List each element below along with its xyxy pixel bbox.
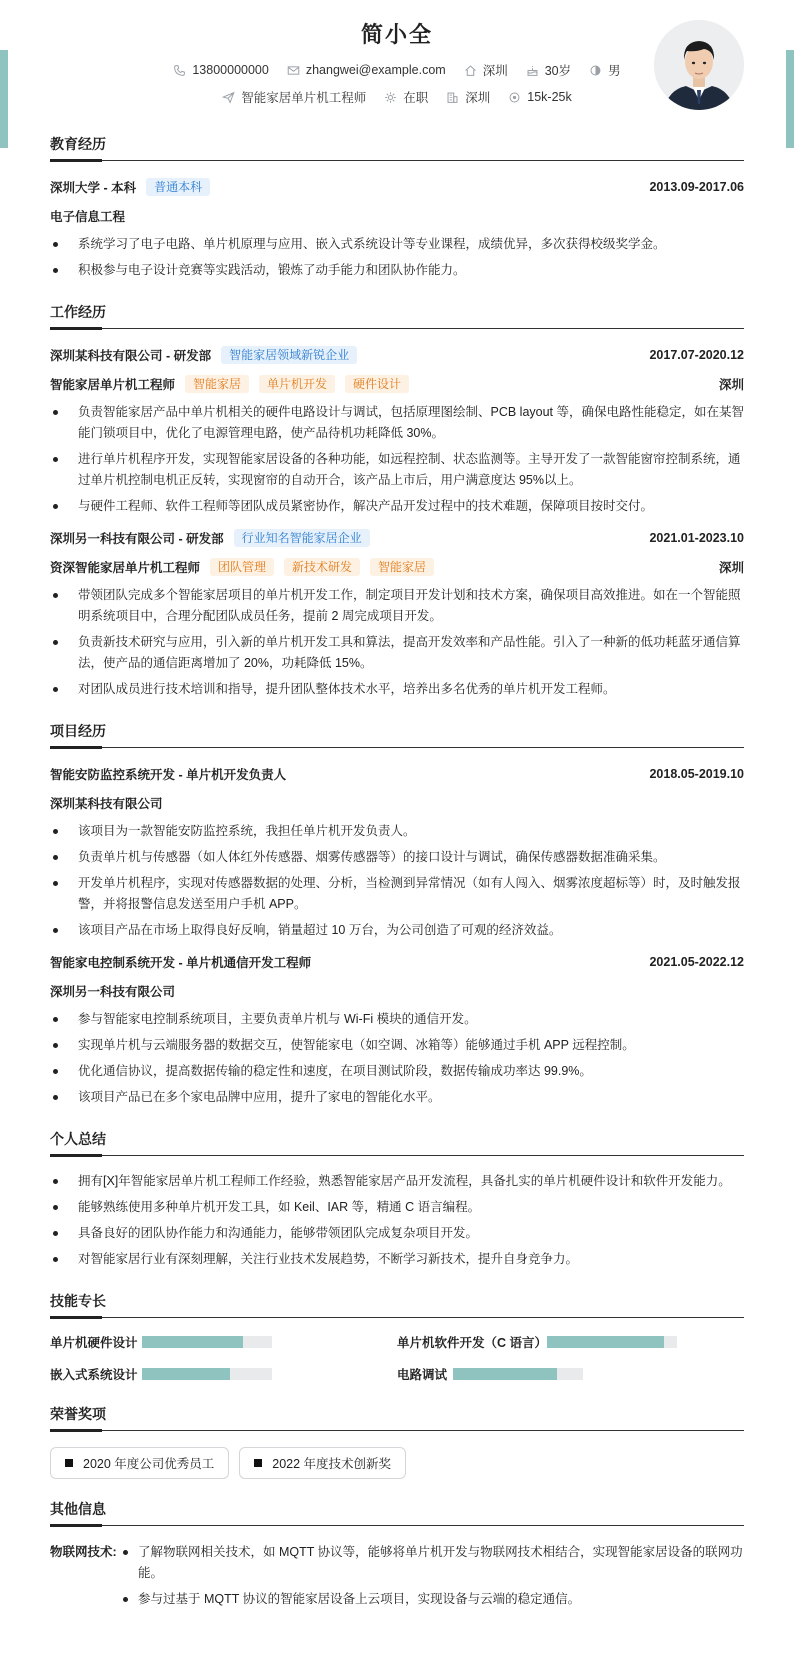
project-section [50, 721, 744, 1108]
phone-icon [173, 64, 186, 77]
city-info [464, 61, 508, 79]
other-label: 物联网技术: [50, 1545, 117, 1559]
candidate-name: 简小全 [360, 22, 433, 47]
status-info [384, 88, 428, 106]
list-item: 拥有[X]年智能家居单片机工程师工作经验，熟悉智能家居产品开发流程，具备扎实的单片机硬件设计和软件开发能力。 [50, 1171, 744, 1192]
list-item: 对智能家居行业有深刻理解，关注行业技术发展趋势，不断学习新技术，提升自身竞争力。 [50, 1249, 744, 1270]
mail-icon [287, 64, 300, 77]
other-bullets [120, 1542, 744, 1615]
position-text: 智能家居单片机工程师 [241, 91, 367, 105]
other-section [50, 1499, 744, 1615]
salary-info [508, 88, 571, 106]
skill-level-fill [142, 1336, 243, 1348]
education-title: 教育经历 [50, 134, 744, 161]
skill-level-fill [547, 1336, 664, 1348]
list-item: 具备良好的团队协作能力和沟通能力，能够带领团队完成复杂项目开发。 [50, 1223, 744, 1244]
education-section [50, 134, 744, 281]
list-item: 该项目产品已在多个家电品牌中应用，提升了家电的智能化水平。 [50, 1087, 744, 1108]
city-text: 深圳 [482, 64, 508, 78]
work-section [50, 302, 744, 700]
gender-icon [589, 64, 602, 77]
list-item: 开发单片机程序，实现对传感器数据的处理、分析，当检测到异常情况（如有人闯入、烟雾浓度超标等）时，及时触发报警，并将报警信息发送至用户手机 APP。 [50, 873, 744, 915]
project-name: 智能安防监控系统开发 - 单片机开发负责人 [50, 768, 287, 782]
award-item [50, 1447, 229, 1479]
list-item: 能够熟练使用多种单片机开发工具，如 Keil、IAR 等，精通 C 语言编程。 [50, 1197, 744, 1218]
cake-icon [526, 64, 539, 77]
skill-item [50, 1332, 397, 1352]
send-icon [222, 91, 235, 104]
list-item: 系统学习了电子电路、单片机原理与应用、嵌入式系统设计等专业课程，成绩优异，多次获得校级奖学金。 [50, 234, 744, 255]
project-name: 智能家电控制系统开发 - 单片机通信开发工程师 [50, 956, 312, 970]
skill-name: 单片机硬件设计 [50, 1336, 138, 1350]
project-company: 深圳某科技有限公司 [50, 797, 163, 811]
skill-level-bar [142, 1368, 272, 1380]
building-icon [446, 91, 459, 104]
school-name: 深圳大学 - 本科 [50, 181, 137, 195]
skill-level-fill [453, 1368, 557, 1380]
salary-text: 15k-25k [527, 90, 572, 104]
list-item: 带领团队完成多个智能家居项目的单片机开发工作，制定项目开发计划和技术方案，确保项目高效推进。如在一个智能照明系统项目中，合理分配团队成员任务，提前 2 周完成项目开发。 [50, 585, 744, 627]
gender-text: 男 [608, 64, 621, 78]
project-bullets [50, 821, 744, 941]
phone-info [173, 61, 268, 79]
skill-name: 电路调试 [397, 1368, 448, 1382]
home-icon [464, 64, 477, 77]
skill-level-bar [547, 1336, 677, 1348]
award-item [239, 1447, 406, 1479]
summary-title: 个人总结 [50, 1129, 744, 1156]
summary-section [50, 1129, 744, 1270]
avatar-photo [654, 20, 744, 110]
age-text: 30岁 [544, 64, 572, 78]
list-item: 积极参与电子设计竞赛等实践活动，锻炼了动手能力和团队协作能力。 [50, 260, 744, 281]
project-date: 2018.05-2019.10 [649, 767, 744, 781]
project-company-row [50, 982, 744, 1000]
skills-section [50, 1291, 744, 1384]
skill-name: 单片机软件开发（C 语言） [397, 1336, 548, 1350]
list-item: 负责智能家居产品中单片机相关的硬件电路设计与调试，包括原理图绘制、PCB layout 等，确保电路性能稳定，如在某智能门锁项目中，优化了电源管理电路，使产品待机功耗降低 30%。 [50, 402, 744, 444]
project-entry-head [50, 765, 744, 783]
skill-tag: 硬件设计 [345, 375, 409, 393]
resume-body [50, 132, 744, 1615]
list-item: 该项目为一款智能安防监控系统，我担任单片机开发负责人。 [50, 821, 744, 842]
list-item: 实现单片机与云端服务器的数据交互，使智能家电（如空调、冰箱等）能够通过手机 APP 远程控制。 [50, 1035, 744, 1056]
work-bullets [50, 402, 744, 517]
skill-level-bar [453, 1368, 583, 1380]
square-bullet-icon [254, 1459, 262, 1467]
work-location: 深圳 [718, 378, 744, 392]
work-city-text: 深圳 [465, 91, 491, 105]
work-city-info [446, 88, 490, 106]
work-bullets [50, 585, 744, 700]
list-item: 对团队成员进行技术培训和指导，提升团队整体技术水平，培养出多名优秀的单片机开发工程师。 [50, 679, 744, 700]
list-item: 与硬件工程师、软件工程师等团队成员紧密协作，解决产品开发过程中的技术难题，保障项目按时交付。 [50, 496, 744, 517]
other-title: 其他信息 [50, 1499, 744, 1526]
work-location: 深圳 [718, 561, 744, 575]
major-name: 电子信息工程 [50, 210, 126, 224]
settings-icon [384, 91, 397, 104]
work-role-row [50, 558, 744, 576]
education-entry-head [50, 178, 744, 196]
project-entry-head [50, 953, 744, 971]
awards-section [50, 1404, 744, 1479]
education-date: 2013.09-2017.06 [649, 180, 744, 194]
work-entry-head [50, 529, 744, 547]
skill-tag: 团队管理 [210, 558, 274, 576]
skill-level-fill [142, 1368, 230, 1380]
project-bullets [50, 1009, 744, 1108]
work-date: 2017.07-2020.12 [649, 348, 744, 362]
skill-item [50, 1364, 397, 1384]
company-tag: 智能家居领域新锐企业 [221, 346, 357, 364]
project-company: 深圳另一科技有限公司 [50, 985, 176, 999]
awards-title: 荣誉奖项 [50, 1404, 744, 1431]
age-info [526, 61, 571, 79]
position-info [222, 88, 366, 106]
skill-tag: 单片机开发 [259, 375, 335, 393]
resume-header [0, 0, 794, 140]
project-date: 2021.05-2022.12 [649, 955, 744, 969]
list-item: 该项目产品在市场上取得良好反响，销量超过 10 万台，为公司创造了可观的经济效益。 [50, 920, 744, 941]
skills-grid [50, 1332, 744, 1384]
status-text: 在职 [403, 91, 429, 105]
work-title: 工作经历 [50, 302, 744, 329]
skill-tag: 新技术研发 [284, 558, 360, 576]
project-company-row [50, 794, 744, 812]
role-name: 智能家居单片机工程师 [50, 378, 176, 392]
skill-level-bar [142, 1336, 272, 1348]
list-item: 参与智能家电控制系统项目，主要负责单片机与 Wi-Fi 模块的通信开发。 [50, 1009, 744, 1030]
role-name: 资深智能家居单片机工程师 [50, 561, 201, 575]
other-row [50, 1542, 744, 1615]
skill-name: 嵌入式系统设计 [50, 1368, 138, 1382]
phone-text: 13800000000 [192, 63, 269, 77]
school-tag: 普通本科 [146, 178, 210, 196]
list-item: 了解物联网相关技术，如 MQTT 协议等，能够将单片机开发与物联网技术相结合，实现智能家居设备的联网功能。 [120, 1542, 744, 1584]
email-text: zhangwei@example.com [305, 63, 446, 77]
summary-bullets [50, 1171, 744, 1270]
skills-title: 技能专长 [50, 1291, 744, 1318]
work-entry-head [50, 346, 744, 364]
list-item: 进行单片机程序开发，实现智能家居设备的各种功能，如远程控制、状态监测等。主导开发了一款智能窗帘控制系统，通过单片机控制电机正反转，实现窗帘的自动开合，该产品上市后，用户满意度达 95%以上。 [50, 449, 744, 491]
award-text: 2022 年度技术创新奖 [272, 1457, 392, 1471]
work-role-row [50, 375, 744, 393]
list-item: 负责单片机与传感器（如人体红外传感器、烟雾传感器等）的接口设计与调试，确保传感器数据准确采集。 [50, 847, 744, 868]
list-item: 负责新技术研究与应用，引入新的单片机开发工具和算法，提高开发效率和产品性能。引入了一种新的低功耗蓝牙通信算法，使产品的通信距离增加了 20%，功耗降低 15%。 [50, 632, 744, 674]
email-info [287, 61, 446, 79]
project-title: 项目经历 [50, 721, 744, 748]
square-bullet-icon [65, 1459, 73, 1467]
list-item: 优化通信协议，提高数据传输的稳定性和速度，在项目测试阶段，数据传输成功率达 99.9%。 [50, 1061, 744, 1082]
skill-tag: 智能家居 [185, 375, 249, 393]
skill-item [397, 1332, 744, 1352]
work-date: 2021.01-2023.10 [649, 531, 744, 545]
awards-list [50, 1447, 744, 1479]
gender-info [589, 61, 621, 79]
skill-tag: 智能家居 [370, 558, 434, 576]
education-bullets [50, 234, 744, 281]
list-item: 参与过基于 MQTT 协议的智能家居设备上云项目，实现设备与云端的稳定通信。 [120, 1589, 744, 1610]
coin-icon [508, 91, 521, 104]
award-text: 2020 年度公司优秀员工 [83, 1457, 215, 1471]
skill-item [397, 1364, 744, 1384]
education-major-row [50, 207, 744, 225]
company-tag: 行业知名智能家居企业 [234, 529, 370, 547]
company-name: 深圳某科技有限公司 - 研发部 [50, 349, 212, 363]
company-name: 深圳另一科技有限公司 - 研发部 [50, 532, 224, 546]
